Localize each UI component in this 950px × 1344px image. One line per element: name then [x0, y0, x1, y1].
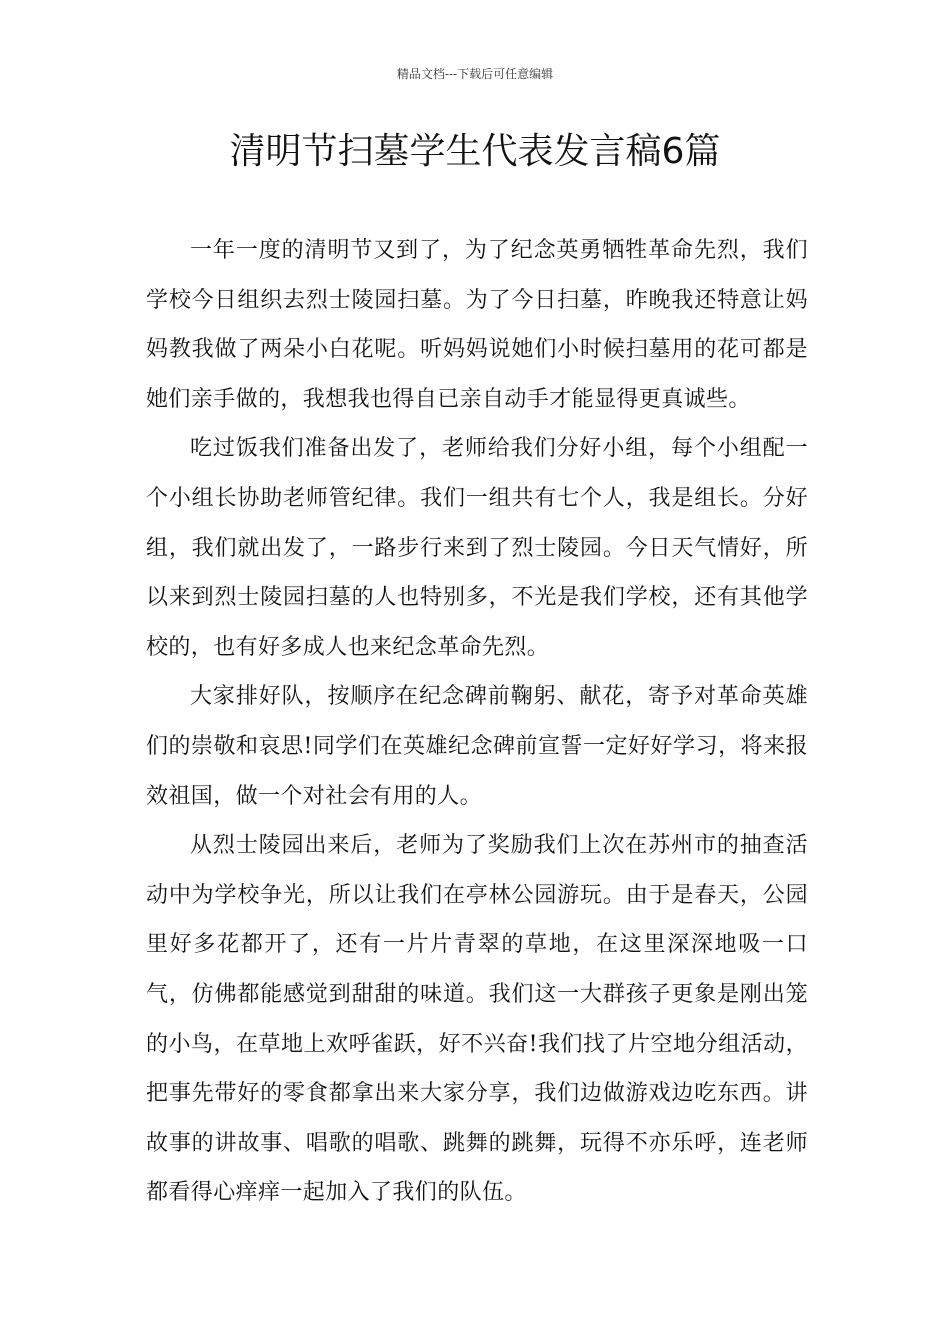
- document-body: [146, 226, 808, 1218]
- header-note: 精品文档---下载后可任意编辑: [396, 67, 554, 81]
- paragraph: 一年一度的清明节又到了，为了纪念英勇牺牲革命先烈，我们学校今日组织去烈士陵园扫墓。为了今日扫墓，昨晚我还特意让妈妈教我做了两朵小白花呢。听妈妈说她们小时候扫墓用的花可都是她们亲手做的，我想我也得自已亲自动手才能显得更真诚些。: [146, 238, 808, 412]
- paragraph: 吃过饭我们准备出发了，老师给我们分好小组，每个小组配一个小组长协助老师管纪律。我们一组共有七个人，我是组长。分好组，我们就出发了，一路步行来到了烈士陵园。今日天气情好，所以来到烈士陵园扫墓的人也特别多，不光是我们学校，还有其他学校的，也有好多成人也来纪念革命先烈。: [146, 436, 808, 660]
- paragraph: 大家排好队，按顺序在纪念碑前鞠躬、献花，寄予对革命英雄们的崇敬和哀思!同学们在英雄纪念碑前宣誓一定好好学习，将来报效祖国，做一个对社会有用的人。: [146, 684, 808, 809]
- document-title: 清明节扫墓学生代表发言稿6篇: [229, 131, 721, 172]
- paragraph: 从烈士陵园出来后，老师为了奖励我们上次在苏州市的抽查活动中为学校争光，所以让我们在亭林公园游玩。由于是春天，公园里好多花都开了，还有一片片青翠的草地，在这里深深地吸一口气，仿佛都能感觉到甜甜的味道。我们这一大群孩子更象是刚出笼的小鸟，在草地上欢呼雀跃，好不兴奋!我们找了片空地分组活动，把事先带好的零食都拿出来大家分享，我们边做游戏边吃东西。讲故事的讲故事、唱歌的唱歌、跳舞的跳舞，玩得不亦乐呼，连老师都看得心痒痒一起加入了我们的队伍。: [146, 833, 808, 1206]
